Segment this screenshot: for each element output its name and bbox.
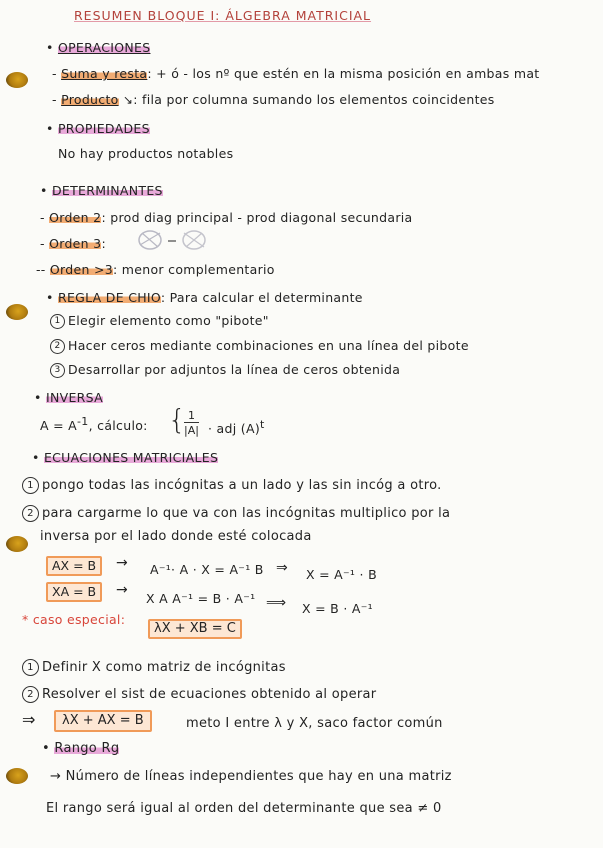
final-equation-box: λX + AX = B [54,710,152,732]
operaciones-heading: • OPERACIONES [46,40,151,55]
caso-especial-box: λX + XB = C [148,619,242,639]
producto-text: : fila por columna sumando los elementos coincidentes [133,92,495,107]
arrow-right-icon: → [116,555,128,571]
caso-step: 1 Definir X como matriz de incógnitas [22,659,286,676]
arrow-right-icon: → [116,582,128,598]
caso-step: 2 Resolver el sist de ecuaciones obtenido al operar [22,686,376,703]
rango-line: El rango será igual al orden del determinante que sea ≠ 0 [46,801,442,816]
inversa-formula: $A = A^{-1}$, cálculo: [40,415,148,434]
inverse-fraction [184,409,199,437]
binder-hole [6,72,28,88]
suma-line: - Suma y resta: + ó - los nº que estén en la misma posición en ambas mat [52,66,540,81]
chio-step: 1 Elegir elemento como "pibote" [50,313,269,329]
producto-line: - Producto ↘: fila por columna sumando los elementos coincidentes [52,92,495,107]
determinantes-heading: • DETERMINANTES [40,183,163,198]
equation-step: X A A⁻¹ = B · A⁻¹ [146,591,256,606]
final-equation-text: meto I entre λ y X, saco factor común [186,716,443,731]
ecuaciones-step: 2 para cargarme lo que va con las incógnitas multiplico por la [22,505,450,522]
orden2-line: - Orden 2: prod diag principal - prod diagonal secundaria [40,210,413,225]
propiedades-text: No hay productos notables [58,146,234,161]
equation-result: X = B · A⁻¹ [302,601,373,616]
ecuaciones-heading: • ECUACIONES MATRICIALES [32,450,219,465]
rango-heading: • Rango Rg [42,741,120,756]
sarrus-diagram-icon [132,225,212,255]
chio-line: • REGLA DE CHIO: Para calcular el determinante [46,290,363,305]
chio-step: 2 Hacer ceros mediante combinaciones en una línea del pibote [50,338,469,354]
suma-text: : + ó - los nº que estén en la misma posición en ambas mat [147,66,540,81]
equation-box: XA = B [46,582,102,602]
binder-hole [6,536,28,552]
producto-label: Producto [61,92,119,107]
binder-hole [6,768,28,784]
arrow-right-icon: ⟹ [266,595,287,611]
arrow-down-right-icon: ↘ [122,93,134,107]
suma-label: Suma y resta [61,66,148,81]
fraction-denominator: |A| [184,424,199,437]
binder-hole [6,304,28,320]
adjunta-text: · adj $(A)^t$ [208,418,265,437]
arrow-right-icon: ⇒ [276,560,288,576]
implies-arrow-icon: ⇒ [22,710,36,729]
equation-result: X = A⁻¹ · B [306,567,377,582]
fraction-numerator: 1 [187,409,195,422]
orden3-line: - Orden 3: [40,236,106,251]
inversa-heading: • INVERSA [34,390,103,405]
ecuaciones-step-cont: inversa por el lado donde esté colocada [40,529,312,544]
propiedades-heading: • PROPIEDADES [46,121,150,136]
brace-icon: { [168,403,187,436]
equation-step: A⁻¹· A · X = A⁻¹ B [150,562,264,577]
caso-especial-label: * caso especial: [22,612,126,627]
ecuaciones-step: 1 pongo todas las incógnitas a un lado y las sin incóg a otro. [22,477,442,494]
page-title: RESUMEN BLOQUE I: ÁLGEBRA MATRICIAL [74,8,372,23]
chio-step: 3 Desarrollar por adjuntos la línea de ceros obtenida [50,362,400,378]
rango-line: → Número de líneas independientes que hay en una matriz [50,769,452,784]
equation-box: AX = B [46,556,102,576]
orden-mayor-line: -- Orden >3: menor complementario [36,262,275,277]
